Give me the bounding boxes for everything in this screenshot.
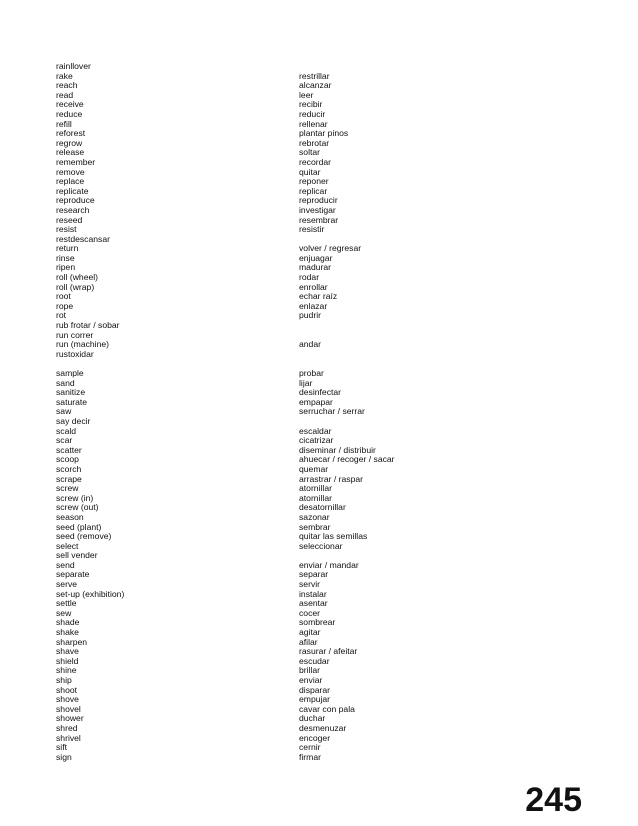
spanish-translation: leer [299, 89, 314, 100]
english-term: rinse [56, 252, 75, 263]
english-term: shove [56, 694, 79, 705]
vocabulary-row [56, 561, 416, 571]
spanish-translation: arrastrar / raspar [299, 473, 363, 484]
spanish-translation: desatornillar [299, 502, 346, 513]
english-term: sand [56, 377, 75, 388]
vocabulary-row [56, 532, 416, 542]
spanish-translation: diseminar / distribuir [299, 444, 376, 455]
english-term: separate [56, 569, 90, 580]
spanish-translation: soltar [299, 147, 321, 158]
english-term: saturate [56, 396, 88, 407]
spanish-translation: servir [299, 579, 321, 590]
english-term: roll (wheel) [56, 272, 99, 283]
vocabulary-row [56, 100, 416, 110]
vocabulary-row [56, 216, 416, 226]
spanish-translation: duchar [299, 713, 326, 724]
english-term: sign [56, 751, 72, 762]
english-term: refill [56, 118, 72, 129]
vocabulary-row [56, 273, 416, 283]
vocabulary-row [56, 148, 416, 158]
vocabulary-row [56, 110, 416, 120]
spanish-translation: disparar [299, 684, 331, 695]
english-term: settle [56, 598, 77, 609]
vocabulary-row [56, 666, 416, 676]
english-term: read [56, 89, 74, 100]
english-term: run correr [56, 329, 94, 340]
english-term: scald [56, 425, 77, 436]
vocabulary-row [56, 302, 416, 312]
vocabulary-row [56, 62, 416, 72]
vocabulary-row [56, 254, 416, 264]
vocabulary-row [56, 120, 416, 130]
english-term: rainllover [56, 61, 91, 71]
spanish-translation: encoger [299, 732, 331, 743]
spanish-translation: cavar con pala [299, 703, 355, 714]
vocabulary-row [56, 292, 416, 302]
english-term: shake [56, 627, 79, 638]
english-term: replace [56, 176, 85, 187]
english-term: seed (plant) [56, 521, 102, 532]
english-term: shrivel [56, 732, 81, 743]
vocabulary-row [56, 705, 416, 715]
spanish-translation: quemar [299, 463, 329, 474]
english-term: shade [56, 617, 80, 628]
english-term: shield [56, 655, 79, 666]
english-term: roll (wrap) [56, 281, 95, 292]
vocabulary-row [56, 158, 416, 168]
vocabulary-row [56, 187, 416, 197]
english-term: reforest [56, 128, 86, 139]
spanish-translation: cernir [299, 742, 321, 753]
english-term: regrow [56, 137, 83, 148]
english-term: replicate [56, 185, 89, 196]
english-term: scorch [56, 463, 82, 474]
spanish-translation: rebrotar [299, 137, 330, 148]
spanish-translation: enjuagar [299, 252, 333, 263]
spanish-translation: sembrar [299, 521, 331, 532]
english-term: saw [56, 406, 72, 417]
english-term: shave [56, 646, 79, 657]
english-term: screw [56, 483, 79, 494]
spanish-translation: alcanzar [299, 80, 332, 91]
vocabulary-row [56, 340, 416, 350]
vocabulary-row [56, 484, 416, 494]
spanish-translation: rellenar [299, 118, 328, 129]
english-term: sift [56, 742, 67, 753]
vocabulary-row [56, 407, 416, 417]
spanish-translation: desinfectar [299, 387, 342, 398]
english-term: serve [56, 579, 78, 590]
english-term: rake [56, 70, 73, 81]
english-term: receive [56, 99, 84, 110]
spanish-translation: cocer [299, 607, 321, 618]
spanish-translation: probar [299, 368, 324, 378]
vocabulary-row [56, 350, 416, 360]
english-term: shine [56, 665, 77, 676]
english-term: remove [56, 166, 85, 177]
spanish-translation: volver / regresar [299, 243, 362, 254]
vocabulary-row [56, 427, 416, 437]
vocabulary-row [56, 551, 416, 561]
spanish-translation: quitar [299, 166, 321, 177]
english-term: remember [56, 156, 96, 167]
spanish-translation: recordar [299, 156, 331, 167]
spanish-translation: andar [299, 339, 321, 350]
english-term: scrape [56, 473, 82, 484]
spanish-translation: rasurar / afeitar [299, 646, 358, 657]
vocabulary-row [56, 714, 416, 724]
spanish-translation: resembrar [299, 214, 339, 225]
spanish-translation: brillar [299, 665, 321, 676]
vocabulary-row [56, 177, 416, 187]
spanish-translation: quitar las semillas [299, 531, 368, 542]
spanish-translation: recibir [299, 99, 323, 110]
vocabulary-row [56, 609, 416, 619]
vocabulary-row [56, 206, 416, 216]
vocabulary-row [56, 647, 416, 657]
english-term: sew [56, 607, 72, 618]
vocabulary-row [56, 196, 416, 206]
spanish-translation: restrillar [299, 70, 330, 81]
vocabulary-row [56, 235, 416, 245]
english-term: seed (remove) [56, 531, 112, 542]
spanish-translation: firmar [299, 751, 321, 762]
vocabulary-row [56, 263, 416, 273]
english-term: reseed [56, 214, 83, 225]
spanish-translation: sombrear [299, 617, 336, 628]
vocabulary-row [56, 369, 416, 379]
english-term: shred [56, 722, 78, 733]
vocabulary-row [56, 283, 416, 293]
vocabulary-row [56, 513, 416, 523]
english-term: resist [56, 224, 77, 235]
english-term: shower [56, 713, 84, 724]
spanish-translation: rodar [299, 272, 320, 283]
spanish-translation: desmenuzar [299, 722, 347, 733]
english-term: rustoxidar [56, 348, 94, 359]
vocabulary-row [56, 379, 416, 389]
spanish-translation: resistir [299, 224, 325, 235]
english-term: sell vender [56, 550, 98, 561]
vocabulary-row [56, 542, 416, 552]
vocabulary-row [56, 743, 416, 753]
vocabulary-row [56, 139, 416, 149]
spanish-translation: madurar [299, 262, 331, 273]
english-term: run (machine) [56, 339, 110, 350]
spanish-translation: enrollar [299, 281, 328, 292]
vocabulary-row [56, 225, 416, 235]
english-term: sanitize [56, 387, 86, 398]
english-term: reduce [56, 108, 83, 119]
vocabulary-row [56, 676, 416, 686]
vocabulary-row [56, 686, 416, 696]
english-term: reach [56, 80, 78, 91]
vocabulary-row [56, 475, 416, 485]
spanish-translation: enlazar [299, 300, 328, 311]
english-term: scoop [56, 454, 79, 465]
spanish-translation: plantar pinos [299, 128, 349, 139]
vocabulary-row [56, 129, 416, 139]
english-term: ship [56, 675, 72, 685]
vocabulary-row [56, 455, 416, 465]
english-term: ripen [56, 262, 76, 273]
spanish-translation: enviar / mandar [299, 559, 359, 570]
vocabulary-row [56, 628, 416, 638]
english-term: screw (in) [56, 492, 94, 503]
vocabulary-row [56, 657, 416, 667]
vocabulary-row [56, 570, 416, 580]
vocabulary-row [56, 753, 416, 763]
spanish-translation: lijar [299, 377, 313, 388]
english-term: rub frotar / sobar [56, 320, 120, 331]
spanish-translation: replicar [299, 185, 328, 196]
english-term: send [56, 559, 75, 570]
english-term: sample [56, 368, 84, 378]
spanish-translation: reponer [299, 176, 329, 187]
spanish-translation: empapar [299, 396, 333, 407]
english-term: scatter [56, 444, 82, 455]
spanish-translation: reproducir [299, 195, 338, 206]
english-term: reproduce [56, 195, 95, 206]
english-term: release [56, 147, 85, 158]
spanish-translation: atornillar [299, 492, 332, 503]
page-number: 245 [525, 781, 582, 819]
spanish-translation: separar [299, 569, 329, 580]
english-term: rot [56, 310, 67, 321]
spanish-translation: pudrir [299, 310, 321, 321]
spanish-translation: echar raíz [299, 291, 338, 302]
spanish-translation: agitar [299, 627, 321, 638]
spanish-translation: instalar [299, 588, 327, 599]
vocabulary-list [56, 62, 416, 762]
vocabulary-row [56, 494, 416, 504]
vocabulary-row [56, 618, 416, 628]
english-term: research [56, 204, 90, 215]
english-term: root [56, 291, 71, 302]
vocabulary-row [56, 638, 416, 648]
spanish-translation: reducir [299, 108, 326, 119]
vocabulary-row [56, 244, 416, 254]
spanish-translation: empujar [299, 694, 331, 705]
vocabulary-row [56, 331, 416, 341]
english-term: say decir [56, 415, 91, 426]
english-term: screw (out) [56, 502, 99, 513]
spanish-translation: afilar [299, 636, 318, 647]
vocabulary-row [56, 695, 416, 705]
english-term: shovel [56, 703, 81, 714]
vocabulary-row [56, 359, 416, 369]
vocabulary-row [56, 503, 416, 513]
english-term: set-up (exhibition) [56, 588, 125, 599]
english-term: season [56, 511, 84, 522]
vocabulary-row [56, 168, 416, 178]
english-term: restdescansar [56, 233, 110, 244]
english-term: sharpen [56, 636, 88, 647]
spanish-translation: seleccionar [299, 540, 343, 551]
spanish-translation: cicatrizar [299, 435, 334, 446]
vocabulary-row [56, 81, 416, 91]
vocabulary-row [56, 590, 416, 600]
spanish-translation: investigar [299, 204, 336, 215]
spanish-translation: asentar [299, 598, 328, 609]
english-term: scar [56, 435, 73, 446]
vocabulary-row [56, 724, 416, 734]
vocabulary-row [56, 417, 416, 427]
spanish-translation: sazonar [299, 511, 330, 522]
spanish-translation: enviar [299, 675, 323, 685]
spanish-translation: escaldar [299, 425, 332, 436]
english-term: rope [56, 300, 74, 311]
english-term: shoot [56, 684, 78, 695]
spanish-translation: ahuecar / recoger / sacar [299, 454, 395, 465]
spanish-translation: escudar [299, 655, 330, 666]
vocabulary-row [56, 388, 416, 398]
vocabulary-row [56, 91, 416, 101]
english-term: return [56, 243, 79, 254]
vocabulary-row [56, 734, 416, 744]
vocabulary-row [56, 321, 416, 331]
vocabulary-row [56, 599, 416, 609]
spanish-translation: atornillar [299, 483, 332, 494]
english-term: select [56, 540, 79, 551]
spanish-translation: serruchar / serrar [299, 406, 365, 417]
vocabulary-row [56, 72, 416, 82]
